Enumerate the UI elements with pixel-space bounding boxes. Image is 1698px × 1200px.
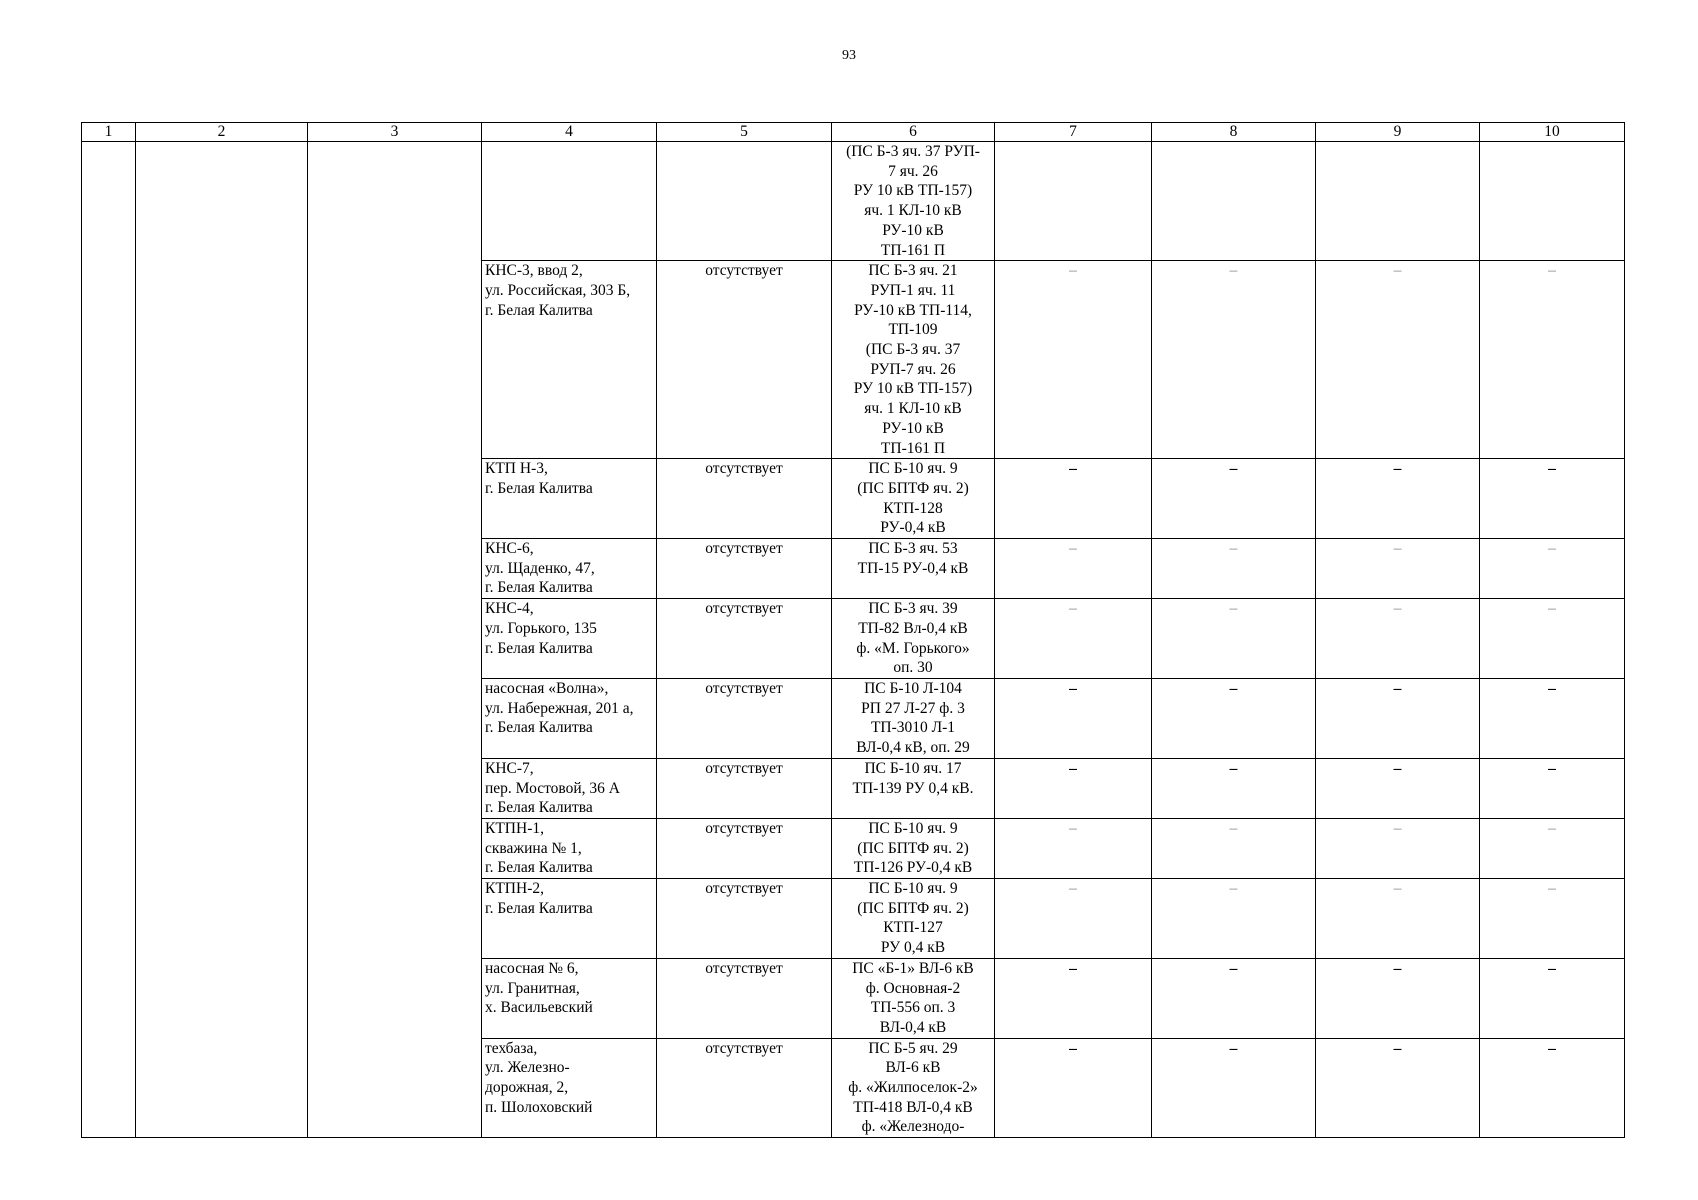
cell-supply: ПС Б-10 яч. 9 (ПС БПТФ яч. 2) КТП-127 РУ 0,4 кВ — [832, 879, 995, 959]
cell-col-8: – — [1152, 818, 1316, 878]
header-cell-4: 4 — [482, 123, 657, 142]
cell-col-9 — [1316, 142, 1480, 261]
cell-status: отсутствует — [657, 879, 832, 959]
cell-col-7: – — [995, 879, 1152, 959]
cell-col-10: – — [1480, 958, 1625, 1038]
cell-object: КНС-4, ул. Горького, 135 г. Белая Калитва — [482, 599, 657, 679]
cell-col-8: – — [1152, 261, 1316, 459]
cell-col-10: – — [1480, 539, 1625, 599]
cell-col-8: – — [1152, 539, 1316, 599]
cell-supply: ПС Б-3 яч. 53 ТП-15 РУ-0,4 кВ — [832, 539, 995, 599]
cell-col-10: – — [1480, 261, 1625, 459]
cell-col-9: – — [1316, 459, 1480, 539]
merged-cell-col-2 — [136, 142, 308, 1138]
cell-col-9: – — [1316, 758, 1480, 818]
cell-status: отсутствует — [657, 459, 832, 539]
cell-col-8: – — [1152, 958, 1316, 1038]
cell-supply: ПС Б-3 яч. 39 ТП-82 Вл-0,4 кВ ф. «М. Горького» оп. 30 — [832, 599, 995, 679]
cell-status — [657, 142, 832, 261]
cell-col-7: – — [995, 758, 1152, 818]
cell-status: отсутствует — [657, 818, 832, 878]
cell-object — [482, 142, 657, 261]
cell-col-8: – — [1152, 879, 1316, 959]
cell-col-8: – — [1152, 1038, 1316, 1138]
cell-object: техбаза, ул. Железно- дорожная, 2, п. Шолоховский — [482, 1038, 657, 1138]
cell-status: отсутствует — [657, 1038, 832, 1138]
cell-status: отсутствует — [657, 539, 832, 599]
cell-col-7: – — [995, 599, 1152, 679]
cell-col-7: – — [995, 958, 1152, 1038]
cell-col-10: – — [1480, 599, 1625, 679]
header-cell-7: 7 — [995, 123, 1152, 142]
header-cell-2: 2 — [136, 123, 308, 142]
cell-col-9: – — [1316, 1038, 1480, 1138]
cell-supply: ПС Б-10 Л-104 РП 27 Л-27 ф. 3 ТП-3010 Л-1 ВЛ-0,4 кВ, оп. 29 — [832, 678, 995, 758]
cell-col-8 — [1152, 142, 1316, 261]
cell-supply: ПС Б-10 яч. 9 (ПС БПТФ яч. 2) ТП-126 РУ-0,4 кВ — [832, 818, 995, 878]
cell-col-7: – — [995, 818, 1152, 878]
data-table — [81, 122, 1625, 1138]
cell-object: КТПН-1, скважина № 1, г. Белая Калитва — [482, 818, 657, 878]
cell-col-8: – — [1152, 599, 1316, 679]
cell-col-9: – — [1316, 599, 1480, 679]
header-cell-3: 3 — [308, 123, 482, 142]
cell-col-9: – — [1316, 261, 1480, 459]
cell-col-7: – — [995, 678, 1152, 758]
cell-object: КНС-6, ул. Щаденко, 47, г. Белая Калитва — [482, 539, 657, 599]
cell-supply: (ПС Б-3 яч. 37 РУП- 7 яч. 26 РУ 10 кВ ТП-157) яч. 1 КЛ-10 кВ РУ-10 кВ ТП-161 П — [832, 142, 995, 261]
table-row-continuation — [82, 142, 1625, 261]
cell-object: насосная «Волна», ул. Набережная, 201 а, г. Белая Калитва — [482, 678, 657, 758]
cell-col-9: – — [1316, 879, 1480, 959]
cell-col-9: – — [1316, 958, 1480, 1038]
cell-col-7: – — [995, 539, 1152, 599]
cell-col-10: – — [1480, 818, 1625, 878]
header-cell-6: 6 — [832, 123, 995, 142]
cell-col-7: – — [995, 1038, 1152, 1138]
cell-status: отсутствует — [657, 599, 832, 679]
cell-col-9: – — [1316, 678, 1480, 758]
cell-col-8: – — [1152, 678, 1316, 758]
header-cell-10: 10 — [1480, 123, 1625, 142]
cell-status: отсутствует — [657, 678, 832, 758]
header-cell-1: 1 — [82, 123, 136, 142]
cell-object: насосная № 6, ул. Гранитная, х. Васильевский — [482, 958, 657, 1038]
header-row — [82, 123, 1625, 142]
header-cell-5: 5 — [657, 123, 832, 142]
cell-status: отсутствует — [657, 758, 832, 818]
cell-supply: ПС Б-10 яч. 9 (ПС БПТФ яч. 2) КТП-128 РУ-0,4 кВ — [832, 459, 995, 539]
cell-status: отсутствует — [657, 261, 832, 459]
cell-col-8: – — [1152, 459, 1316, 539]
merged-cell-col-3 — [308, 142, 482, 1138]
cell-supply: ПС «Б-1» ВЛ-6 кВ ф. Основная-2 ТП-556 оп. 3 ВЛ-0,4 кВ — [832, 958, 995, 1038]
cell-col-10: – — [1480, 678, 1625, 758]
cell-supply: ПС Б-5 яч. 29 ВЛ-6 кВ ф. «Жилпоселок-2» ТП-418 ВЛ-0,4 кВ ф. «Железнодо- — [832, 1038, 995, 1138]
merged-cell-col-1 — [82, 142, 136, 1138]
cell-col-10 — [1480, 142, 1625, 261]
cell-col-10: – — [1480, 459, 1625, 539]
cell-object: КТПН-2, г. Белая Калитва — [482, 879, 657, 959]
cell-col-8: – — [1152, 758, 1316, 818]
cell-col-10: – — [1480, 879, 1625, 959]
cell-object: КТП Н-3, г. Белая Калитва — [482, 459, 657, 539]
cell-col-10: – — [1480, 758, 1625, 818]
header-cell-8: 8 — [1152, 123, 1316, 142]
page-number: 93 — [842, 48, 856, 63]
cell-object: КНС-3, ввод 2, ул. Российская, 303 Б, г. Белая Калитва — [482, 261, 657, 459]
cell-supply: ПС Б-10 яч. 17 ТП-139 РУ 0,4 кВ. — [832, 758, 995, 818]
cell-col-7 — [995, 142, 1152, 261]
cell-status: отсутствует — [657, 958, 832, 1038]
cell-col-10: – — [1480, 1038, 1625, 1138]
cell-col-7: – — [995, 261, 1152, 459]
cell-col-7: – — [995, 459, 1152, 539]
cell-supply: ПС Б-3 яч. 21 РУП-1 яч. 11 РУ-10 кВ ТП-114, ТП-109 (ПС Б-3 яч. 37 РУП-7 яч. 26 РУ 10 кВ ТП-157) яч. 1 КЛ-10 кВ РУ-10 кВ ТП-161 П — [832, 261, 995, 459]
cell-col-9: – — [1316, 539, 1480, 599]
cell-object: КНС-7, пер. Мостовой, 36 А г. Белая Калитва — [482, 758, 657, 818]
cell-col-9: – — [1316, 818, 1480, 878]
header-cell-9: 9 — [1316, 123, 1480, 142]
